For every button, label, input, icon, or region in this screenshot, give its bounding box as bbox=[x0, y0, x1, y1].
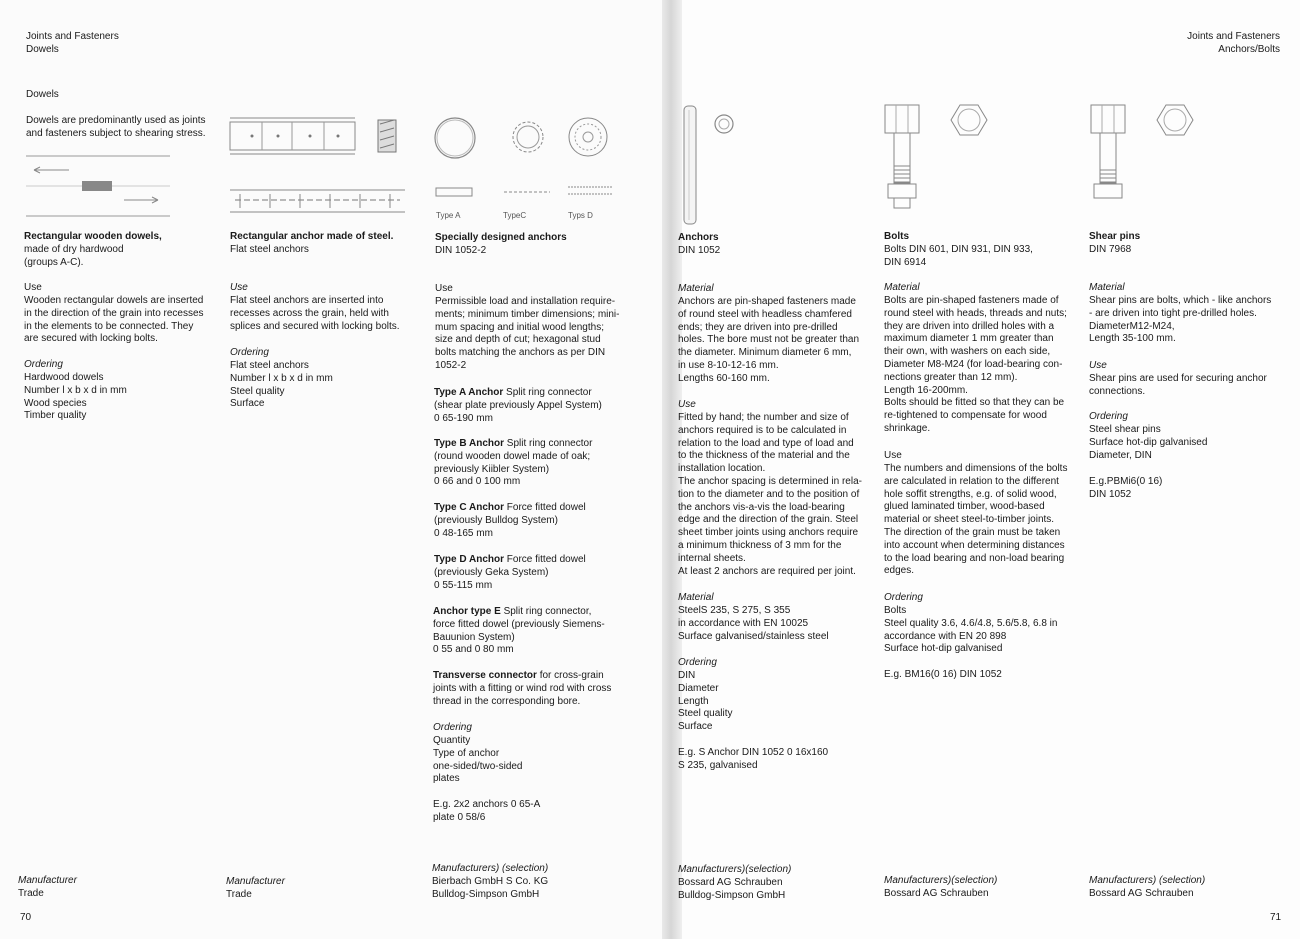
anchor-pin-figure bbox=[680, 100, 740, 230]
col1-subtitle: made of dry hardwood (groups A-C). bbox=[24, 244, 124, 268]
col6-manufacturer-text: Bossard AG Schrauben bbox=[1089, 888, 1194, 899]
col6-ordering-label: Ordering bbox=[1089, 411, 1128, 422]
col1-title: Rectangular wooden dowels, bbox=[24, 231, 162, 242]
col4-manufacturer-text: Bossard AG Schrauben Bulldog-Simpson GmbH bbox=[678, 877, 786, 901]
col1-use-text: Wooden rectangular dowels are inserted in the direction of the grain into recesses in the elements to be connected. They are secured with locking bolts. bbox=[24, 295, 204, 345]
col4-subtitle: DIN 1052 bbox=[678, 245, 721, 256]
type-d-anchor: Type D Anchor Force fitted dowel (previously Geka System) 0 55-115 mm bbox=[434, 554, 586, 591]
running-header-right: Joints and Fasteners Anchors/Bolts bbox=[1187, 31, 1280, 55]
col5-material-label: Material bbox=[884, 282, 920, 293]
type-b-anchor: Type B Anchor Split ring connector (round wooden dowel made of oak; previously Kiibler System) 0 66 and 0 100 mm bbox=[434, 438, 593, 488]
col5-subtitle: Bolts DIN 601, DIN 931, DIN 933, DIN 6914 bbox=[884, 244, 1033, 268]
col1-ordering-label: Ordering bbox=[24, 359, 63, 370]
col3-manufacturer-label: Manufacturers) (selection) bbox=[432, 863, 549, 874]
col3-use-text: Permissible load and installation require- ments; minimum timber dimensions; mini- mum spacing and initial wood lengths; size and depth of cut; hexagonal stud bolts matching the anchors as per DIN 1052-2 bbox=[435, 296, 620, 371]
col1-ordering-text: Hardwood dowels Number l x b x d in mm Wood species Timber quality bbox=[24, 372, 127, 422]
col2-use-text: Flat steel anchors are inserted into recesses across the grain, held with splices and secured with locking bolts. bbox=[230, 295, 400, 332]
col4-example: E.g. S Anchor DIN 1052 0 16x160 S 235, galvanised bbox=[678, 747, 829, 771]
col5-use-text: The numbers and dimensions of the bolts are calculated in relation to the different hole soffit strengths, e.g. of solid wood, glued laminated timber, wood-based material or sheet steel-to-timber joints. The direction of the grain must be taken into account when determining distances to the load bearing and non-load bearing edges. bbox=[884, 463, 1068, 577]
col6-ordering-text: Steel shear pins Surface hot-dip galvanised Diameter, DIN bbox=[1089, 424, 1208, 461]
col3-manufacturer-text: Bierbach GmbH S Co. KG Bulldog-Simpson GmbH bbox=[432, 876, 549, 900]
page-number-right: 71 bbox=[1270, 912, 1282, 923]
col4-material2-label: Material bbox=[678, 592, 714, 603]
col4-use-label: Use bbox=[678, 399, 696, 410]
col3-title: Specially designed anchors bbox=[435, 232, 567, 243]
col2-ordering-text: Flat steel anchors Number l x b x d in mm Steel quality Surface bbox=[230, 360, 333, 410]
col3-subtitle: DIN 1052-2 bbox=[435, 245, 487, 256]
col6-material-text: Shear pins are bolts, which - like anchors - are driven into tight pre-drilled holes. DiameterM12-M24, Length 35-100 mm. bbox=[1089, 295, 1272, 345]
col4-title: Anchors bbox=[678, 232, 719, 243]
caption-type-c: TypeC bbox=[503, 211, 527, 220]
col6-manufacturer-label: Manufacturers) (selection) bbox=[1089, 875, 1206, 886]
col4-material2-text: SteelS 235, S 275, S 355 in accordance with EN 10025 Surface galvanised/stainless steel bbox=[678, 605, 829, 642]
col6-material-label: Material bbox=[1089, 282, 1125, 293]
col4-ordering-label: Ordering bbox=[678, 657, 717, 668]
running-header-left: Joints and Fasteners Dowels bbox=[26, 31, 119, 55]
col5-material-text: Bolts are pin-shaped fasteners made of round steel with heads, threads and nuts; they are driven into drilled holes with a maximum diameter 1 mm greater than their own, with washers on each side, Diameter M8-M24 (for load-bearing con- nections greater than 12 mm). Length 16-200mm. Bolts should be fitted so that they can be re-tightened to compensate for wood shrinkage. bbox=[884, 295, 1067, 434]
col3-example: E.g. 2x2 anchors 0 65-A plate 0 58/6 bbox=[433, 799, 541, 823]
intro-text: Dowels are predominantly used as joints and fasteners subject to shearing stress. bbox=[26, 115, 206, 139]
col3-ordering-text: Quantity Type of anchor one-sided/two-sided plates bbox=[433, 735, 523, 785]
caption-type-a: Type A bbox=[436, 211, 461, 220]
type-e-anchor: Anchor type E Split ring connector, force fitted dowel (previously Siemens- Bauunion System) 0 55 and 0 80 mm bbox=[433, 606, 605, 656]
col5-ordering-label: Ordering bbox=[884, 592, 923, 603]
col4-material-label: Material bbox=[678, 283, 714, 294]
col3-use-label: Use bbox=[435, 283, 453, 294]
col2-subtitle: Flat steel anchors bbox=[230, 244, 309, 255]
type-c-anchor: Type C Anchor Force fitted dowel (previously Bulldog System) 0 48-165 mm bbox=[434, 502, 586, 539]
type-a-anchor: Type A Anchor Split ring connector (shear plate previously Appel System) 0 65-190 mm bbox=[434, 387, 602, 424]
special-anchors-figure bbox=[432, 114, 632, 214]
col4-ordering-text: DIN Diameter Length Steel quality Surface bbox=[678, 670, 733, 733]
caption-type-d: Typs D bbox=[568, 211, 593, 220]
section-title: Dowels bbox=[26, 89, 59, 100]
col5-manufacturer-label: Manufacturers)(selection) bbox=[884, 875, 998, 886]
col5-ordering-text: Bolts Steel quality 3.6, 4.6/4.8, 5.6/5.8, 6.8 in accordance with EN 20 898 Surface hot-dip galvanised bbox=[884, 605, 1058, 655]
shear-pin-figure bbox=[1088, 100, 1208, 220]
col2-use-label: Use bbox=[230, 282, 248, 293]
col1-manufacturer-label: Manufacturer bbox=[18, 875, 77, 886]
transverse-connector: Transverse connector for cross-grain joints with a fitting or wind rod with cross thread in the corresponding bore. bbox=[433, 670, 612, 707]
page-number-left: 70 bbox=[20, 912, 32, 923]
col2-manufacturer-text: Trade bbox=[226, 889, 252, 900]
col5-example: E.g. BM16(0 16) DIN 1052 bbox=[884, 669, 1002, 680]
col6-use-text: Shear pins are used for securing anchor connections. bbox=[1089, 373, 1267, 397]
col6-example: E.g.PBMi6(0 16) DIN 1052 bbox=[1089, 476, 1163, 500]
col4-manufacturer-label: Manufacturers)(selection) bbox=[678, 864, 792, 875]
col5-manufacturer-text: Bossard AG Schrauben bbox=[884, 888, 989, 899]
col2-title: Rectangular anchor made of steel. bbox=[230, 231, 394, 242]
col2-ordering-label: Ordering bbox=[230, 347, 269, 358]
bolt-figure bbox=[882, 100, 1002, 220]
col6-title: Shear pins bbox=[1089, 231, 1141, 242]
col2-manufacturer-label: Manufacturer bbox=[226, 876, 285, 887]
wooden-dowel-figure bbox=[24, 150, 174, 222]
col1-use-label: Use bbox=[24, 282, 42, 293]
col4-material-text: Anchors are pin-shaped fasteners made of round steel with headless chamfered ends; they are driven into pre-drilled holes. The bore must not be greater than the diameter. Minimum diameter 6 mm, in use 8-10-12-16 mm. Lengths 60-160 mm. bbox=[678, 296, 860, 384]
flat-steel-anchor-figure bbox=[230, 114, 410, 222]
col6-use-label: Use bbox=[1089, 360, 1107, 371]
col5-use-label: Use bbox=[884, 450, 902, 461]
col6-subtitle: DIN 7968 bbox=[1089, 244, 1132, 255]
col1-manufacturer-text: Trade bbox=[18, 888, 44, 899]
col5-title: Bolts bbox=[884, 231, 909, 242]
col3-ordering-label: Ordering bbox=[433, 722, 472, 733]
col4-use-text: Fitted by hand; the number and size of anchors required is to be calculated in relation to the load and type of load and to the thickness of the material and the installation location. The anchor spacing is determined in rela- tion to the diameter and to the position of the anchors vis-a-vis the load-bearing edge and the direction of the grain. Steel sheet timber joints using anchors require a minimum thickness of 3 mm for the internal sheets. At least 2 anchors are required per joint. bbox=[678, 412, 862, 577]
